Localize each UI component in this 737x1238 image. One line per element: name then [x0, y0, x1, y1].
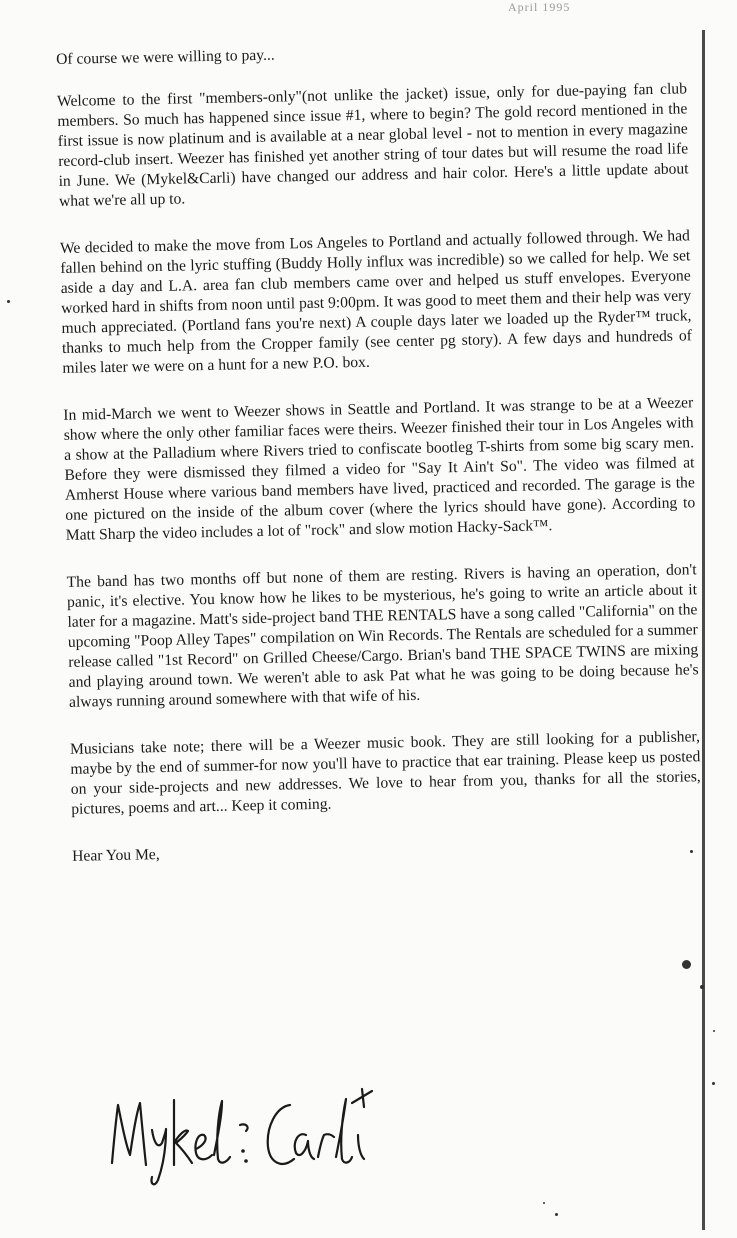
paragraph-band-news: The band has two months off but none of them are resting. Rivers is having an operation, don't panic, it's elective. You know how he likes to be mysterious, he's going to write an article about it later for a magazine. Matt's side-project band THE RENTALS have a song called "California" on the upcoming "Poop Alley Tapes" compilation on Win Records. The Rentals are scheduled for a summer release called "1st Record" on Grilled Cheese/Cargo. Brian's band THE SPACE TWINS are mixing and playing around town. We weren't able to ask Pat what he was going to be doing because he's always running around somewhere with that wife of his. — [66, 561, 699, 711]
scan-speck — [713, 1030, 715, 1032]
scan-speck — [700, 985, 704, 989]
scan-speck — [712, 1082, 715, 1085]
paragraph-music-book: Musicians take note; there will be a Weezer music book. They are still looking for a publisher, maybe by the end of summer-for now you'll have to practice that ear training. Please keep us posted on your side-projects and new addresses. We love to hear from you, thanks for all the stories, pictures, poems and art... Keep it coming. — [69, 728, 701, 818]
scan-speck — [690, 850, 693, 853]
closing-line: Hear You Me, — [72, 846, 160, 865]
paragraph-weezer-shows: In mid-March we went to Weezer shows in Seattle and Portland. It was strange to be at a Weezer show where the only other familiar faces were theirs. Weezer finished their tour in Los Angeles with a show at the Palladium where Rivers tried to confiscate bootleg T-shirts from some big scary men. Before they were dismissed they filmed a video for "Say It Ain't So". The video was filmed at Amherst House where various band members have lived, practiced and recorded. The garage is the one pictured on the inside of the album cover (where the lyrics should have gone). According to Matt Sharp the video includes a lot of "rock" and slow motion Hacky-Sack™. — [63, 394, 696, 544]
scan-speck — [682, 960, 691, 969]
scan-speck — [7, 300, 10, 303]
date-stamp: April 1995 — [508, 0, 571, 14]
opening-line: Of course we were willing to pay... — [56, 46, 275, 68]
scan-speck — [555, 1213, 558, 1216]
page-edge-line — [702, 30, 705, 1230]
paragraph-welcome: Welcome to the first "members-only"(not unlike the jacket) issue, only for due-paying fan club members. So much has happened since issue #1, where to begin? The gold record mentioned in the first issue is now platinum and is available at a near global level - not to mention in every magazine record-club insert. Weezer has finished yet another string of tour dates but will resume the road life in June. We (Mykel&Carli) have changed our address and hair color. Here's a little update about what we're all up to. — [56, 80, 689, 210]
letter-body — [56, 37, 703, 893]
handwritten-signature — [100, 1085, 400, 1195]
scan-speck — [543, 1202, 545, 1204]
paragraph-move-to-portland: We decided to make the move from Los Angeles to Portland and actually followed through. We had fallen behind on the lyric stuffing (Buddy Holly influx was incredible) so we called for help. We set aside a day and L.A. area fan club members came over and helped us stuff envelopes. Everyone worked hard in shifts from noon until past 9:00pm. It was good to meet them and their help was very much appreciated. (Portland fans you're next) A couple days later we loaded up the Ryder™ truck, thanks to much help from the Cropper family (see center pg story). A few days and hundreds of miles later we were on a hunt for a new P.O. box. — [59, 227, 693, 377]
